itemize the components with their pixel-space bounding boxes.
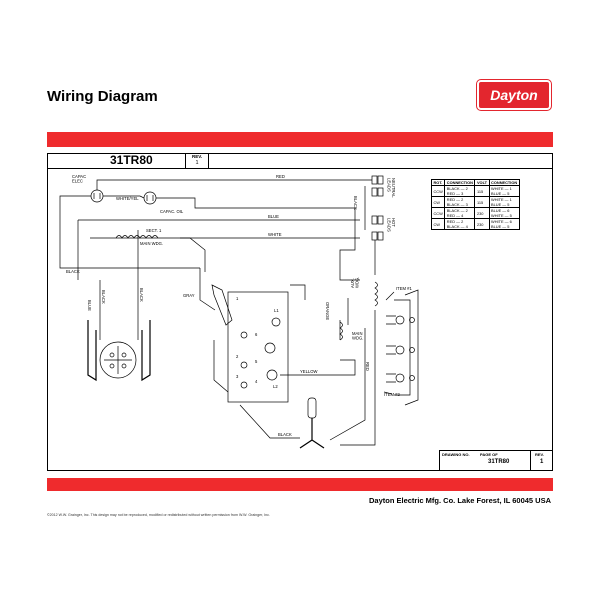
- logo-text: Dayton: [490, 87, 538, 103]
- white-wire-label: WHITE: [268, 232, 282, 237]
- capac-oil-label: CAPAC. OIL: [160, 209, 184, 214]
- bottom-red-bar: [47, 478, 553, 491]
- main-wdg-label: MAIN WDG.: [140, 241, 164, 246]
- yellow-wire-label: YELLOW: [300, 369, 318, 374]
- connection-table-cell-conn2: BLUE — 6 WHITE — 5: [489, 208, 519, 219]
- connection-table-cell-conn2: WHITE — 1 BLUE — 5: [489, 186, 519, 197]
- connection-table-cell-rot: CCW: [432, 186, 445, 197]
- blue-wire-label: BLUE: [268, 214, 279, 219]
- capac-elec-label: CAPAC ELEC: [72, 174, 87, 184]
- connection-table-cell-volt: 115: [475, 186, 489, 197]
- connection-table-header-cell: CONNECTION: [446, 180, 473, 186]
- term-5-label: 5: [255, 359, 258, 364]
- item2-label: ITEM #2: [384, 392, 400, 397]
- main-wdg-2-label: MAIN WDG.: [352, 331, 364, 341]
- rev-label: REV.: [191, 154, 203, 159]
- connection-table-header-cell: CONNECTION: [491, 180, 518, 186]
- connection-table-cell-rot: CCW: [432, 208, 445, 219]
- term-l1-label: L1: [274, 308, 279, 313]
- capacitor-oil: [144, 192, 156, 204]
- term-2-label: 2: [236, 354, 239, 359]
- connection-table-cell-volt: 230: [475, 219, 489, 230]
- term-1-label: 1: [236, 296, 239, 301]
- red-wire-label-2: RED: [365, 362, 370, 371]
- black-wire-label-3: BLACK: [101, 290, 106, 304]
- neutral-leads-label: NEUTRALLEADS: [386, 178, 396, 198]
- gray-wire-label: GRAY: [183, 293, 195, 298]
- connection-table-cell-conn: BLACK — 2 RED — 4: [445, 208, 475, 219]
- connection-table-header-cell: ROT.: [432, 180, 445, 186]
- black-wire-label-5: BLACK: [278, 432, 292, 437]
- black-wire-label-4: BLACK: [139, 288, 144, 302]
- connection-table-cell-volt: 115: [475, 197, 489, 208]
- term-4-label: 4: [255, 379, 258, 384]
- sect1-label: SECT. 1: [146, 228, 162, 233]
- connection-table-cell-conn: BLACK — 2 RED — 3: [445, 186, 475, 197]
- model-number: 31TR80: [110, 153, 153, 167]
- connection-table-cell-volt: 230: [475, 208, 489, 219]
- term-6-label: 6: [255, 332, 258, 337]
- orange-label: ORANGE: [325, 302, 330, 321]
- term-3-label: 3: [236, 374, 239, 379]
- white-yel-label: WHITE/YEL: [116, 196, 139, 201]
- drawing-no-label: DRAWING NO.: [442, 452, 470, 457]
- hot-leads-label: HOTLEADS: [386, 218, 396, 232]
- connection-table-cell-conn: RED — 2 BLACK — 4: [445, 219, 475, 230]
- terminal-strip: [386, 290, 418, 405]
- company-footer: Dayton Electric Mfg. Co. Lake Forest, IL 60045 USA: [369, 496, 551, 505]
- page-title: Wiring Diagram: [47, 88, 158, 105]
- thermal-protector: [300, 398, 324, 448]
- connection-table-cell-conn2: WHITE — 1 BLUE — 5: [489, 197, 519, 208]
- main-winding-2: [340, 322, 343, 340]
- connection-table-cell-rot: CW: [432, 197, 445, 208]
- term-l2-label: L2: [273, 384, 278, 389]
- neutral-leads-terminal: [372, 176, 383, 196]
- item1-label: ITEM #1: [396, 286, 412, 291]
- item-leaders: [384, 292, 394, 394]
- sect1-winding: [116, 236, 158, 239]
- aux-winding: [375, 282, 378, 306]
- connection-table-header-cell: VOLT: [476, 180, 488, 186]
- capacitor-elec: [91, 190, 103, 202]
- rev-value: 1: [195, 160, 199, 166]
- title-block-rev-value: 1: [540, 459, 544, 465]
- black-wire-label: BLACK: [66, 269, 80, 274]
- connection-table-cell-rot: CW: [432, 219, 445, 230]
- title-block-rev-label: REV.: [535, 452, 544, 457]
- red-wire-label: RED: [276, 174, 285, 179]
- black-wire-label-2: BLACK: [353, 196, 358, 210]
- title-block-drawing-no: 31TR80: [488, 459, 510, 465]
- connection-table-cell-conn2: WHITE — 6 BLUE — 5: [489, 219, 519, 230]
- page-of-label: PAGE OF: [480, 452, 498, 457]
- hot-leads-terminal: [372, 216, 383, 240]
- aux-wdg-label: AUX.WDG.: [350, 276, 360, 288]
- copyright-notice: ©2012 W.W. Grainger, Inc. This design may not be reproduced, modified or redistributed without written permission from W.W. Grainger, Inc.: [47, 513, 270, 517]
- motor-plug: [88, 320, 150, 380]
- connection-table-cell-conn: RED — 2 BLACK — 3: [445, 197, 475, 208]
- blue-wire-label-2: BLUE: [87, 300, 92, 311]
